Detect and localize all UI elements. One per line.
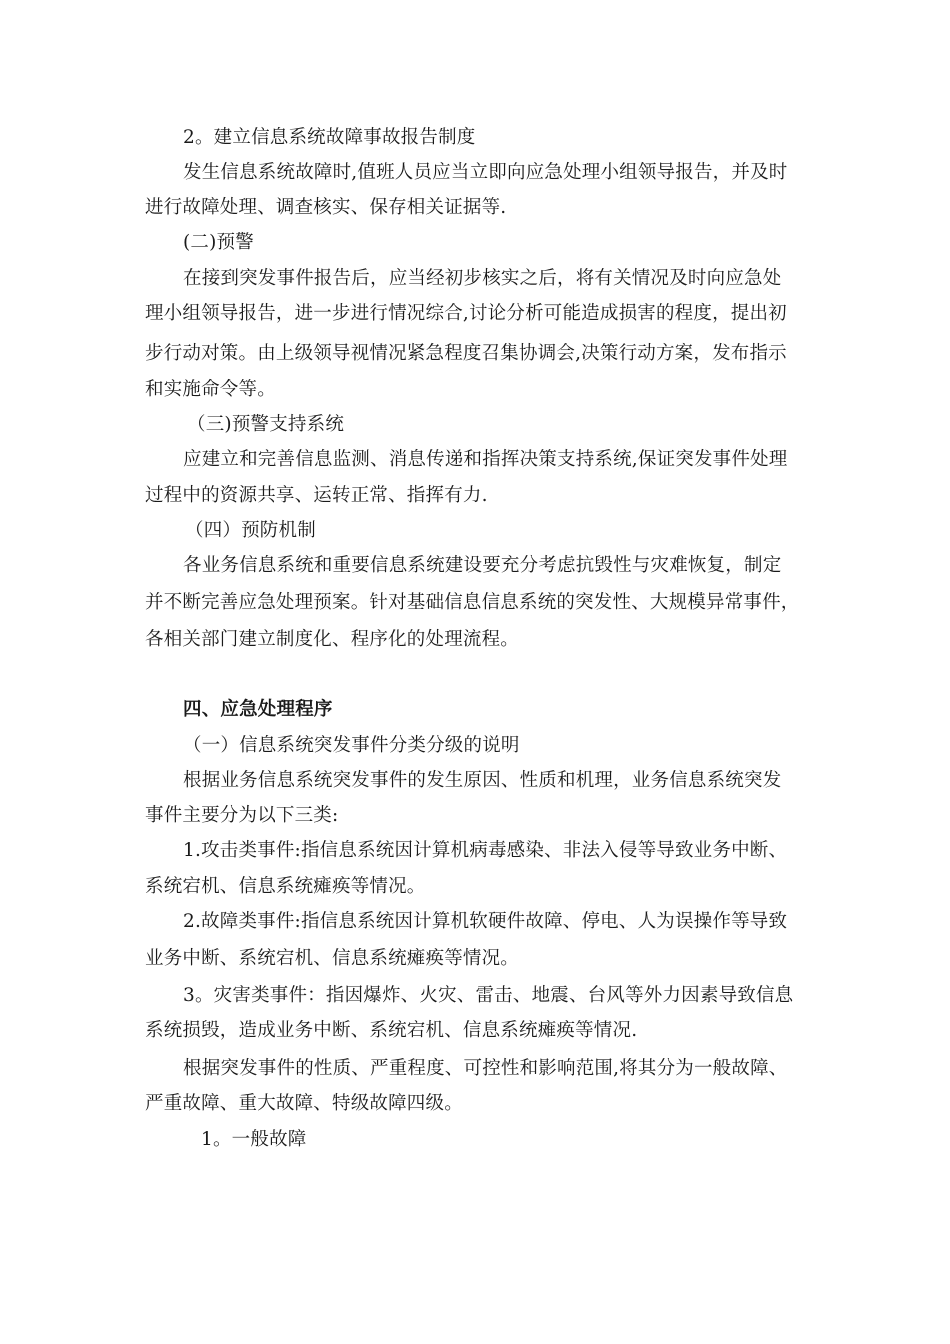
text-line: 严重故障、重大故障、特级故障四级。 (145, 1093, 463, 1114)
text-line: (二)预警 (183, 232, 254, 253)
text-line: 应建立和完善信息监测、消息传递和指挥决策支持系统,保证突发事件处理 (183, 449, 788, 470)
text-line: 过程中的资源共享、运转正常、指挥有力. (145, 485, 488, 506)
text-line: 各相关部门建立制度化、程序化的处理流程。 (145, 629, 520, 650)
text-line: 2。建立信息系统故障事故报告制度 (183, 127, 476, 148)
text-line: 和实施命令等。 (145, 379, 276, 400)
text-line: 系统宕机、信息系统瘫痪等情况。 (145, 876, 426, 897)
text-line: 系统损毁，造成业务中断、系统宕机、信息系统瘫痪等情况. (145, 1020, 638, 1041)
text-line: （三)预警支持系统 (187, 414, 345, 435)
text-line: 理小组领导报告，进一步进行情况综合,讨论分析可能造成损害的程度，提出初 (145, 303, 787, 324)
text-line: 步行动对策。由上级领导视情况紧急程度召集协调会,决策行动方案，发布指示 (145, 343, 787, 364)
text-line: 并不断完善应急处理预案。针对基础信息信息系统的突发性、大规模异常事件， (145, 592, 800, 613)
text-line: 2.故障类事件:指信息系统因计算机软硬件故障、停电、人为误操作等导致 (183, 911, 788, 932)
text-line: 业务中断、系统宕机、信息系统瘫痪等情况。 (145, 948, 520, 969)
text-line: （一）信息系统突发事件分类分级的说明 (183, 735, 520, 756)
text-line: 各业务信息系统和重要信息系统建设要充分考虑抗毁性与灾难恢复，制定 (183, 555, 782, 576)
text-line: 1。一般故障 (201, 1129, 307, 1150)
text-line: 事件主要分为以下三类: (145, 805, 339, 826)
text-line: 在接到突发事件报告后，应当经初步核实之后，将有关情况及时向应急处 (183, 268, 782, 289)
text-line: 进行故障处理、调查核实、保存相关证据等. (145, 197, 507, 218)
text-line: 3。灾害类事件：指因爆炸、火灾、雷击、地震、台风等外力因素导致信息 (183, 985, 794, 1006)
text-line: 1.攻击类事件:指信息系统因计算机病毒感染、非法入侵等导致业务中断、 (183, 840, 788, 861)
section-heading: 四、应急处理程序 (183, 699, 333, 720)
text-line: 根据突发事件的性质、严重程度、可控性和影响范围,将其分为一般故障、 (183, 1058, 788, 1079)
text-line: 发生信息系统故障时,值班人员应当立即向应急处理小组领导报告，并及时 (183, 162, 788, 183)
text-line: 根据业务信息系统突发事件的发生原因、性质和机理，业务信息系统突发 (183, 770, 782, 791)
text-line: （四）预防机制 (185, 520, 316, 541)
